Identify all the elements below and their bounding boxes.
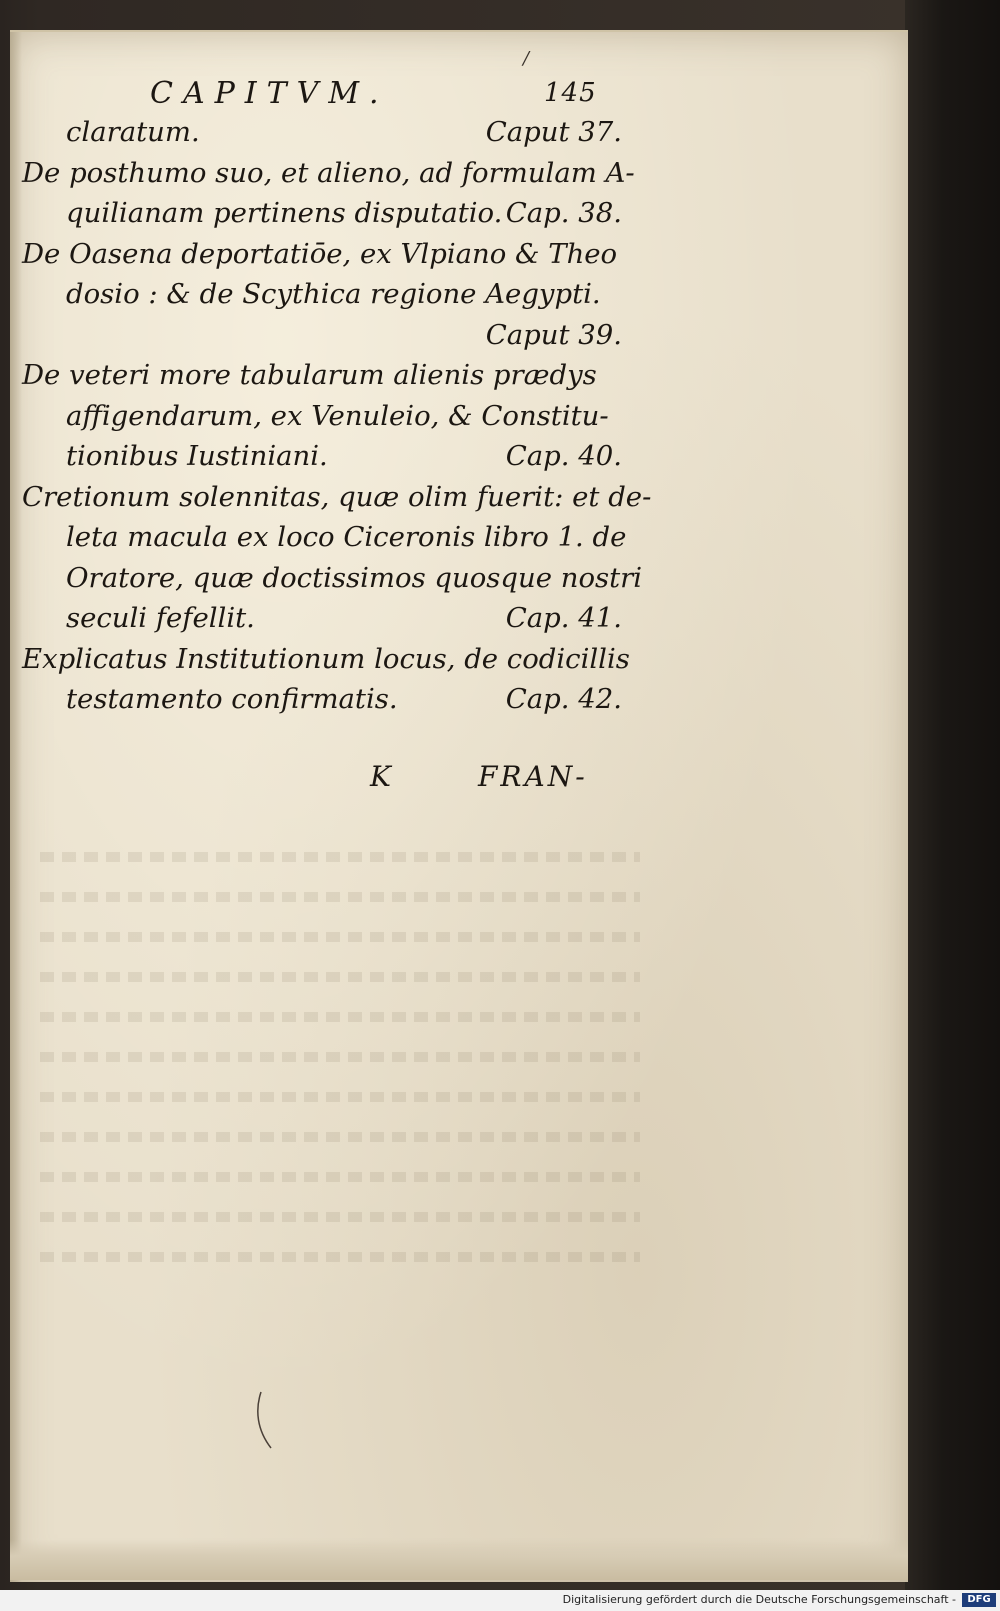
entry-text: seculi fefellit. — [66, 602, 255, 634]
index-line — [22, 639, 630, 680]
index-line — [22, 274, 622, 315]
page-number: 145 — [544, 78, 597, 108]
bleed-through-line — [40, 1252, 640, 1262]
entry-text: Oratore, quæ doctissimos quosque nostri — [66, 561, 643, 594]
running-title: CAPITVM. — [150, 76, 389, 111]
chapter-reference: Caput 39. — [485, 318, 622, 351]
page-bottom-edge — [10, 1540, 908, 1580]
index-line — [22, 598, 622, 639]
bleed-through-line — [40, 932, 640, 942]
bleed-through-line — [40, 1132, 640, 1142]
entry-text: leta macula ex loco Ciceronis libro 1. de — [66, 521, 627, 553]
bleed-through-line — [40, 1212, 640, 1222]
bleed-through-line — [40, 892, 640, 902]
running-header — [150, 76, 610, 116]
index-line — [22, 679, 622, 720]
catchword: FRAN- — [478, 760, 588, 793]
index-line — [22, 558, 643, 599]
stray-hair-mark — [255, 1390, 275, 1450]
entry-text: De veteri more tabularum alienis prædys — [22, 359, 597, 391]
chapter-index-list — [22, 112, 652, 720]
bleed-through-line — [40, 1012, 640, 1022]
chapter-reference: Caput 37. — [485, 116, 622, 148]
index-line — [22, 112, 622, 153]
signature-mark: K — [370, 760, 391, 793]
page-edge — [10, 32, 22, 1582]
chapter-reference: Cap. 41. — [505, 602, 622, 634]
entry-text: testamento confirmatis. — [66, 683, 398, 715]
entry-text: De posthumo suo, et alieno, ad formulam A- — [22, 156, 635, 189]
index-line — [22, 396, 622, 437]
bleed-through-line — [40, 1092, 640, 1102]
dfg-logo: DFG — [962, 1593, 996, 1607]
entry-text: quilianam pertinens disputatio. — [66, 197, 503, 229]
entry-text: Explicatus Institutionum locus, de codicillis — [22, 642, 630, 675]
chapter-reference: Cap. 42. — [505, 683, 622, 715]
chapter-reference: Cap. 38. — [505, 197, 622, 229]
entry-text: claratum. — [66, 116, 200, 148]
index-line — [22, 315, 622, 356]
entry-text: De Oasena deportatiōe, ex Vlpiano & Theo — [22, 237, 618, 270]
index-line — [22, 477, 652, 518]
margin-mark: / — [523, 48, 530, 69]
index-line — [22, 517, 627, 558]
chapter-reference: Cap. 40. — [505, 440, 622, 472]
bleed-through-line — [40, 1052, 640, 1062]
index-line — [22, 153, 635, 194]
index-line — [22, 436, 622, 477]
bleed-through-line — [40, 972, 640, 982]
book-edge-dark — [905, 0, 1000, 1611]
index-line — [22, 234, 622, 275]
entry-text: dosio : & de Scythica regione Aegypti. — [66, 278, 601, 310]
index-line — [22, 193, 622, 234]
funding-credit: Digitalisierung gefördert durch die Deutsche Forschungsgemeinschaft - — [562, 1593, 956, 1606]
entry-text: Cretionum solennitas, quæ olim fuerit: et de- — [22, 480, 652, 513]
bleed-through-line — [40, 852, 640, 862]
index-line — [22, 355, 622, 396]
digitization-footer — [0, 1590, 1000, 1611]
entry-text: tionibus Iustiniani. — [66, 440, 328, 472]
entry-text: affigendarum, ex Venuleio, & Constitu- — [66, 399, 609, 432]
catchwords — [370, 760, 620, 800]
bleed-through-line — [40, 1172, 640, 1182]
